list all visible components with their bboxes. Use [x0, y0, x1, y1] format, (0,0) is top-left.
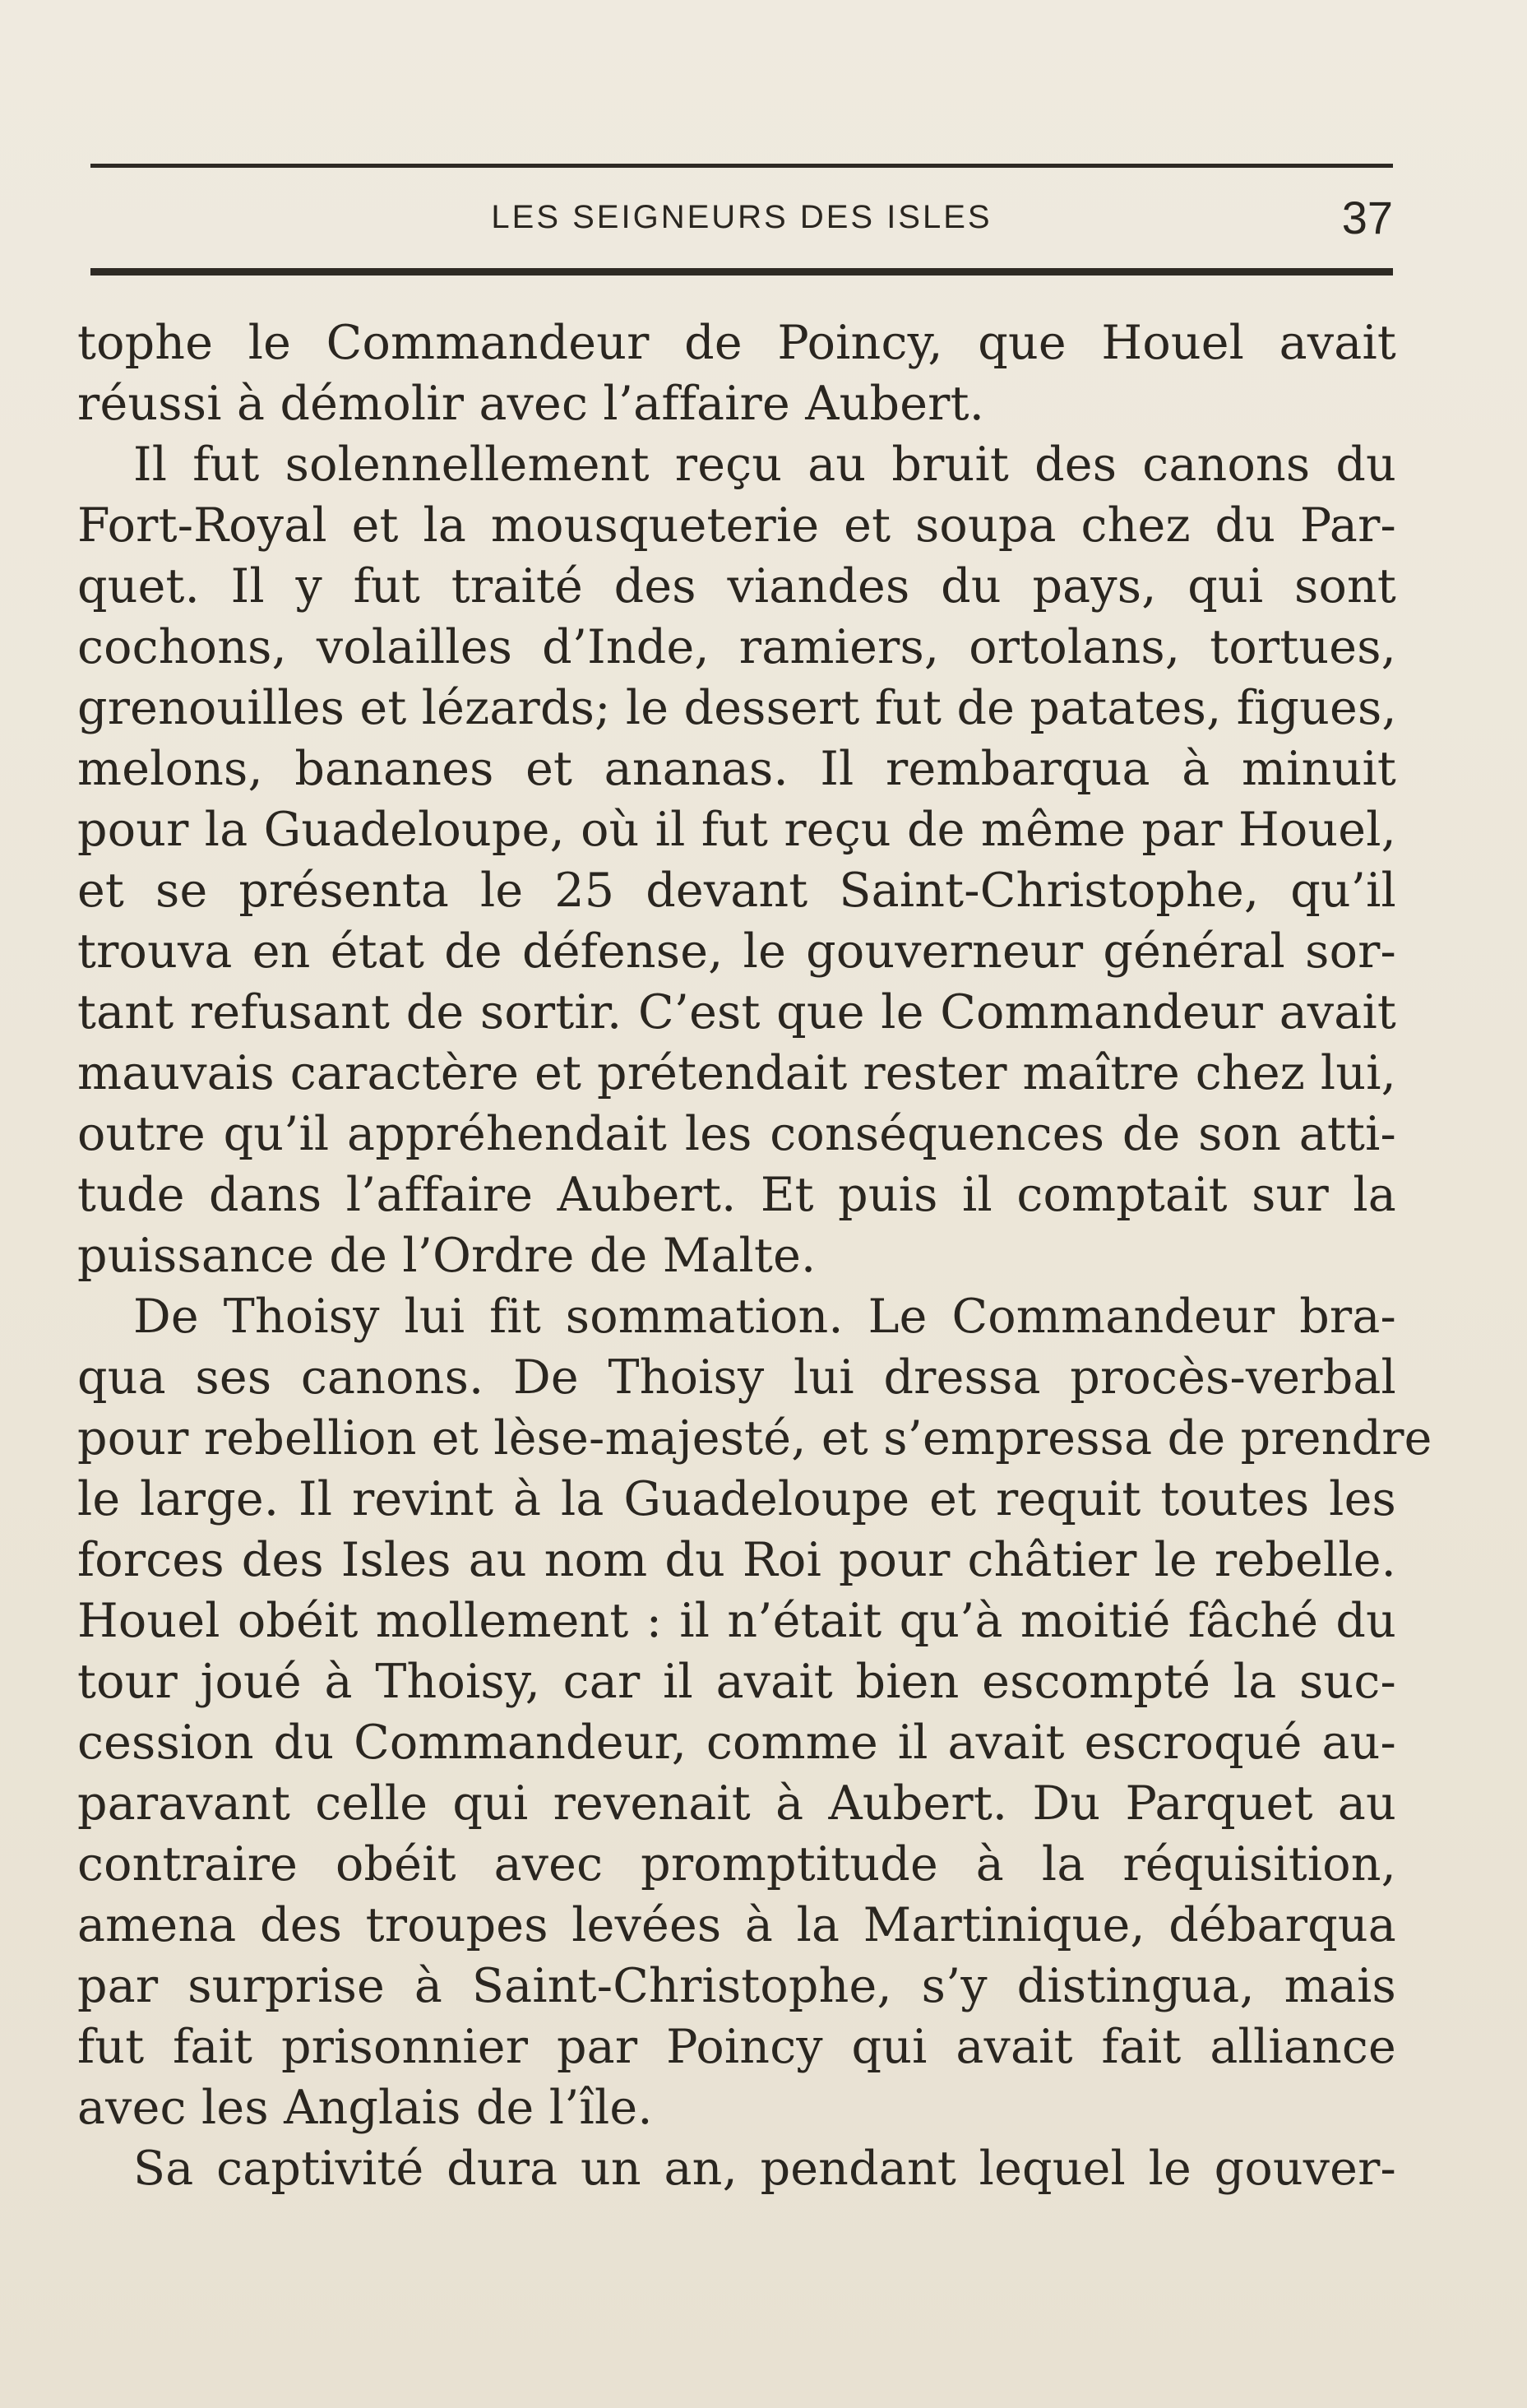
running-title: LES SEIGNEURS DES ISLES — [491, 199, 993, 235]
text-line: tude dans l’affaire Aubert. Et puis il comptait sur la — [77, 1168, 1396, 1222]
text-line: puissance de l’Ordre de Malte. — [77, 1229, 817, 1283]
text-line: réussi à démolir avec l’affaire Aubert. — [77, 377, 985, 431]
text-line: Houel obéit mollement : il n’était qu’à moitié fâché du — [77, 1594, 1396, 1648]
header-rule-top — [90, 164, 1393, 168]
text-line: le large. Il revint à la Guadeloupe et requit toutes les — [77, 1472, 1396, 1526]
text-line: cochons, volailles d’Inde, ramiers, ortolans, tortues, — [77, 620, 1396, 674]
text-line: tour joué à Thoisy, car il avait bien escompté la suc- — [77, 1655, 1396, 1709]
text-line: forces des Isles au nom du Roi pour châtier le rebelle. — [77, 1533, 1396, 1587]
text-line: avec les Anglais de l’île. — [77, 2081, 653, 2135]
text-line: qua ses canons. De Thoisy lui dressa procès-verbal — [77, 1350, 1396, 1405]
text-line: Fort-Royal et la mousqueterie et soupa chez du Par- — [77, 498, 1396, 553]
text-line: amena des troupes levées à la Martinique, débarqua — [77, 1898, 1396, 1952]
text-line: outre qu’il appréhendait les conséquences de son atti- — [77, 1107, 1396, 1161]
text-line: pour rebellion et lèse-majesté, et s’empressa de prendre — [77, 1411, 1432, 1466]
text-line: fut fait prisonnier par Poincy qui avait fait alliance — [77, 2020, 1396, 2074]
text-line: contraire obéit avec promptitude à la réquisition, — [77, 1837, 1396, 1892]
page-number: 37 — [1341, 192, 1393, 243]
text-line: grenouilles et lézards; le dessert fut de patates, figues, — [77, 681, 1397, 735]
running-header — [90, 191, 1393, 248]
text-line: et se présenta le 25 devant Saint-Christophe, qu’il — [77, 864, 1396, 918]
text-line: mauvais caractère et prétendait rester maître chez lui, — [77, 1046, 1396, 1100]
text-line: quet. Il y fut traité des viandes du pays, qui sont — [77, 559, 1396, 614]
text-line: cession du Commandeur, comme il avait escroqué au- — [77, 1716, 1396, 1770]
text-line: melons, bananes et ananas. Il rembarqua à minuit — [77, 742, 1396, 796]
text-line: Sa captivité dura un an, pendant lequel le gouver- — [133, 2142, 1396, 2196]
text-line: De Thoisy lui fit sommation. Le Commandeur bra- — [133, 1290, 1396, 1344]
text-line: pour la Guadeloupe, où il fut reçu de même par Houel, — [77, 803, 1396, 857]
text-line: Il fut solennellement reçu au bruit des canons du — [133, 438, 1396, 492]
text-line: tant refusant de sortir. C’est que le Commandeur avait — [77, 985, 1396, 1040]
body-text — [77, 313, 1432, 2199]
header-rule-bottom — [90, 268, 1393, 276]
text-line: paravant celle qui revenait à Aubert. Du Parquet au — [77, 1776, 1396, 1831]
text-line: tophe le Commandeur de Poincy, que Houel avait — [77, 316, 1396, 370]
text-line: trouva en état de défense, le gouverneur général sor- — [77, 924, 1396, 979]
text-line: par surprise à Saint-Christophe, s’y distingua, mais — [77, 1959, 1396, 2013]
